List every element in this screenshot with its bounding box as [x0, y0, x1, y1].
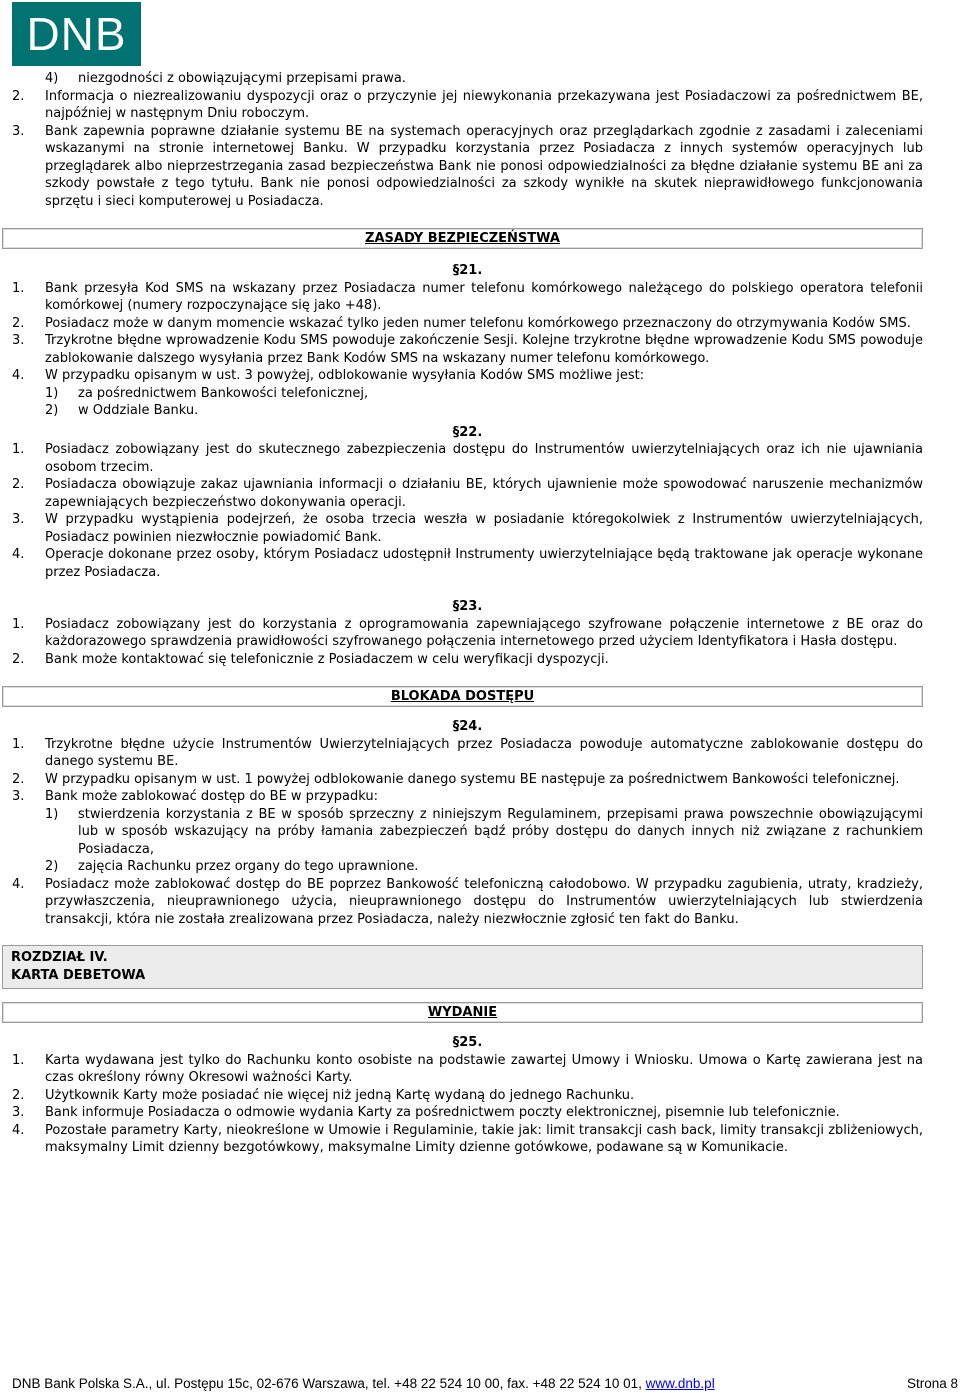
section-banner-security: ZASADY BEZPIECZEŃSTWA: [2, 228, 923, 249]
chapter-heading: [2, 945, 923, 989]
item-text: Trzykrotne błędne wprowadzenie Kodu SMS powoduje zakończenie Sesji. Kolejne trzykrotne błędne wprowadzenie Kodu SMS powoduje zablokowanie dalszego wysyłania przez Bank Kodów SMS na wskazany numer telefonu komórkowego.: [45, 333, 923, 366]
item-number: 1.: [12, 1052, 25, 1068]
item-number: 2.: [12, 477, 25, 492]
section-banner-issuance: WYDANIE: [2, 1002, 923, 1023]
list-item: [12, 788, 923, 806]
item-number: 3.: [12, 123, 25, 139]
item-number: 3.: [12, 512, 25, 527]
footer-address: DNB Bank Polska S.A., ul. Postępu 15c, 02-676 Warszawa, tel. +48 22 524 10 00, fax. +48 22 524 10 01,: [12, 1376, 646, 1391]
item-text: Posiadacza obowiązuje zakaz ujawniania informacji o działaniu BE, których ujawnienie może spowodować naruszenie mechanizmów zapewniających bezpieczeństwo dokonywania operacji.: [45, 477, 923, 510]
chapter-title: KARTA DEBETOWA: [11, 968, 146, 983]
item-number: 3.: [12, 1105, 25, 1120]
list-item: [12, 771, 923, 789]
item-number: 3.: [12, 333, 25, 348]
footer-website-link[interactable]: www.dnb.pl: [645, 1376, 715, 1391]
list-item: [12, 1104, 923, 1122]
item-text: Posiadacz może zablokować dostęp do BE poprzez Bankowość telefoniczną całodobowo. W przypadku zagubienia, utraty, kradzieży, przywłaszczenia, nieuprawnionego użycia, nieuprawnionego dostępu do Instrumentów uwierzytelniających lub stwierdzenia transakcji, która nie została zrealizowana przez Posiadacza, należy niezwłocznie zgłosić ten fakt do Banku.: [45, 876, 923, 927]
item-number: 1.: [12, 736, 25, 752]
item-number: 1): [45, 385, 59, 401]
item-text: Pozostałe parametry Karty, nieokreślone w Umowie i Regulaminie, takie jak: limit transakcji cash back, limity transakcji zbliżeniowych, maksymalny Limit dzienny bezgotówkowy, maksymalne Limity dzienne gotówkowe, podawane są w Komunikacie.: [45, 1122, 923, 1155]
item-number: 4.: [12, 368, 25, 383]
item-text: W przypadku wystąpienia podejrzeń, że osoba trzecia weszła w posiadanie któregokolwiek z Instrumentów uwierzytelniających, Posiadacz powinien niezwłocznie powiadomić Bank.: [45, 512, 923, 545]
list-item: [12, 616, 923, 651]
paragraph-title: §21.: [452, 263, 483, 278]
item-text: niezgodności z obowiązującymi przepisami prawa.: [78, 71, 406, 86]
item-text: stwierdzenia korzystania z BE w sposób sprzeczny z niniejszym Regulaminem, przepisami prawa powszechnie obowiązującymi lub w sposób wskazujący na próby łamania zabezpieczeń bądź próby dostępu do danych innych niż związane z rachunkiem Posiadacza,: [78, 806, 923, 857]
item-text: zajęcia Rachunku przez organy do tego uprawnione.: [78, 859, 419, 874]
list-item: [12, 315, 923, 333]
item-number: 2.: [12, 651, 25, 667]
item-text: Operacje dokonane przez osoby, którym Posiadacz udostępnił Instrumenty uwierzytelniające będą traktowane jak operacje wykonane przez Posiadacza.: [45, 547, 923, 580]
item-text: Użytkownik Karty może posiadać nie więcej niż jedną Kartę wydaną do jednego Rachunku.: [45, 1087, 635, 1103]
item-text: Informacja o niezrealizowaniu dyspozycji oraz o przyczynie jej niewykonania przekazywana jest Posiadaczowi za pośrednictwem BE, najpóźniej w następnym Dniu roboczym.: [45, 88, 923, 121]
list-item: [12, 476, 923, 511]
item-text: Posiadacz zobowiązany jest do korzystania z oprogramowania zapewniającego szyfrowane połączenie internetowe z BE oraz do każdorazowego sprawdzenia prawidłowości szyfrowanego połączenia internetowego przed użyciem Identyfikatora i Hasła dostępu.: [45, 616, 923, 649]
item-text: W przypadku opisanym w ust. 3 powyżej, odblokowanie wysyłania Kodów SMS możliwe jest:: [45, 368, 645, 383]
item-text: Bank przesyła Kod SMS na wskazany przez Posiadacza numer telefonu komórkowego należącego do polskiego operatora telefonii komórkowej (numery rozpoczynające się jako +48).: [45, 280, 923, 313]
paragraph-title: §23.: [452, 599, 483, 614]
item-text: Karta wydawana jest tylko do Rachunku konto osobiste na podstawie zawartej Umowy i Wniosku. Umowa o Kartę zawierana jest na czas określony równy Okresowi ważności Karty.: [45, 1052, 923, 1085]
item-number: 2.: [12, 315, 25, 331]
item-number: 2): [45, 859, 59, 874]
item-text: w Oddziale Banku.: [78, 403, 199, 418]
list-item: [12, 123, 923, 211]
item-text: Posiadacz zobowiązany jest do skutecznego zabezpieczenia dostępu do Instrumentów uwierzytelniających oraz ich nie ujawniania osobom trzecim.: [45, 442, 923, 475]
item-number: 1.: [12, 616, 25, 632]
chapter-number: ROZDZIAŁ IV.: [11, 950, 108, 965]
document-body: [12, 70, 923, 1157]
paragraph-title: §24.: [452, 719, 483, 734]
item-number: 4.: [12, 876, 25, 892]
item-number: 1): [45, 806, 59, 822]
item-number: 1.: [12, 442, 25, 457]
item-text: Bank może zablokować dostęp do BE w przypadku:: [45, 789, 379, 804]
item-text: za pośrednictwem Bankowości telefonicznej,: [78, 385, 369, 401]
sub-list-item: [12, 402, 923, 420]
list-item: [12, 280, 923, 315]
item-number: 4): [45, 71, 59, 86]
list-item: [12, 876, 923, 929]
item-number: 4.: [12, 547, 25, 562]
paragraph-title: §25.: [452, 1035, 483, 1050]
item-number: 2.: [12, 771, 25, 787]
dnb-logo: DNB: [12, 2, 141, 66]
item-text: Posiadacz może w danym momencie wskazać tylko jeden numer telefonu komórkowego przeznaczony do otrzymywania Kodów SMS.: [45, 315, 911, 331]
sub-list-item: [12, 858, 923, 876]
list-item: [12, 1087, 923, 1105]
list-item: [12, 367, 923, 385]
item-text: Bank informuje Posiadacza o odmowie wydania Karty za pośrednictwem poczty elektronicznej, pisemnie lub telefonicznie.: [45, 1105, 840, 1120]
paragraph-title: §22.: [452, 424, 483, 440]
list-item: [12, 70, 923, 88]
item-number: 2.: [12, 1087, 25, 1103]
item-text: Bank zapewnia poprawne działanie systemu BE na systemach operacyjnych oraz przeglądarkach zgodnie z zasadami i zaleceniami wskazanymi na stronie internetowej Banku. W przypadku korzystania przez Posiadacza z innych systemów operacyjnych lub przeglądarek albo nieprzestrzegania zasad bezpieczeństwa Bank nie ponosi odpowiedzialności za błędne działanie systemu BE ani za szkody powstałe z tego tytułu. Bank nie ponosi odpowiedzialności za szkody wynikłe na skutek nieprawidłowego funkcjonowania sprzętu i sieci komputerowej u Posiadacza.: [45, 123, 923, 209]
list-item: [12, 736, 923, 771]
page-number: Strona 8: [906, 1376, 958, 1391]
list-item: [12, 546, 923, 581]
list-item: [12, 511, 923, 546]
sub-list-item: [12, 806, 923, 859]
list-item: [12, 651, 923, 669]
item-number: 4.: [12, 1122, 25, 1138]
item-number: 1.: [12, 280, 25, 296]
list-item: [12, 1052, 923, 1087]
item-number: 2): [45, 403, 59, 418]
item-number: 3.: [12, 789, 25, 804]
list-item: [12, 332, 923, 367]
list-item: [12, 1122, 923, 1157]
list-item: [12, 441, 923, 476]
item-text: W przypadku opisanym w ust. 1 powyżej odblokowanie danego systemu BE następuje za pośrednictwem Bankowości telefonicznej.: [45, 771, 900, 787]
page-footer: [12, 1375, 958, 1393]
section-banner-access-block: BLOKADA DOSTĘPU: [2, 686, 923, 707]
item-number: 2.: [12, 88, 25, 104]
sub-list-item: [12, 385, 923, 403]
list-item: [12, 88, 923, 123]
item-text: Bank może kontaktować się telefonicznie z Posiadaczem w celu weryfikacji dyspozycji.: [45, 651, 609, 667]
item-text: Trzykrotne błędne użycie Instrumentów Uwierzytelniających przez Posiadacza powoduje automatyczne zablokowanie dostępu do danego systemu BE.: [45, 736, 923, 769]
